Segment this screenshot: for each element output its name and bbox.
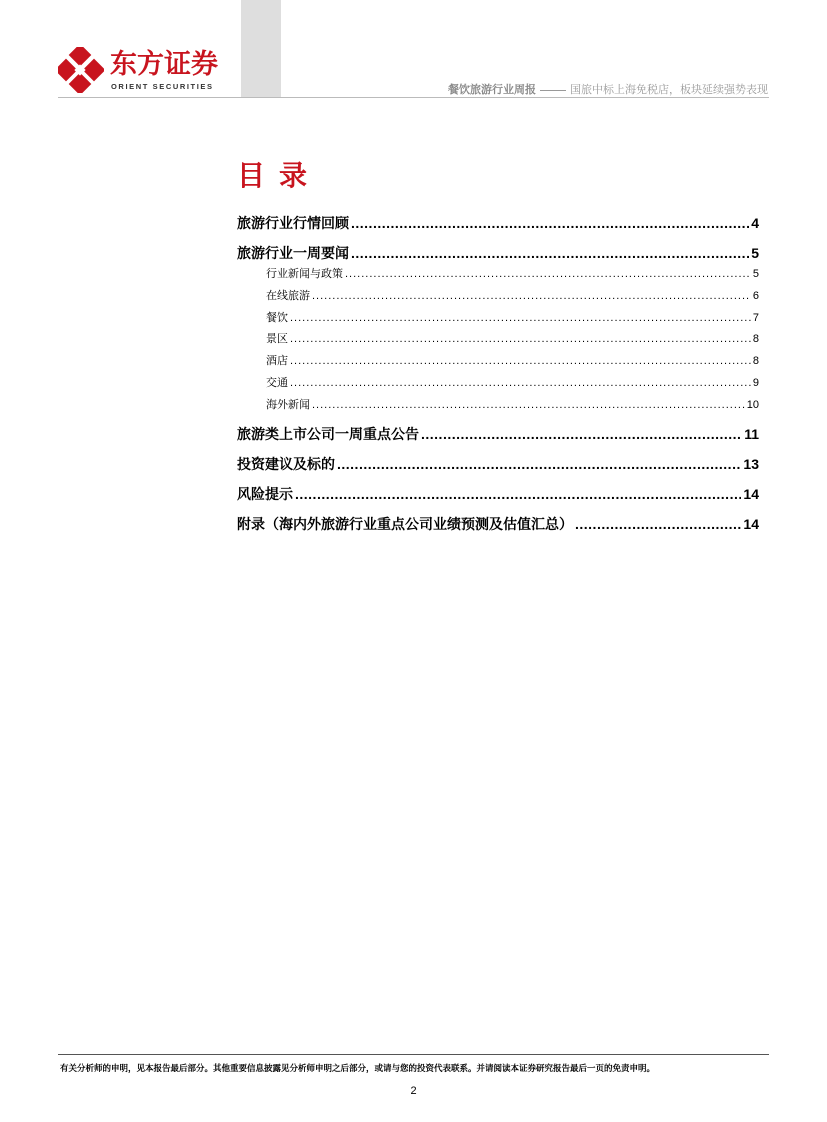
toc-subentry-page: 8 bbox=[752, 333, 759, 345]
logo-chinese-name: 东方证券 bbox=[110, 49, 218, 79]
toc-entry-page: 4 bbox=[751, 215, 759, 231]
toc-subentry-page: 5 bbox=[752, 268, 759, 280]
toc-entry-label: 附录（海内外旅游行业重点公司业绩预测及估值汇总） bbox=[237, 516, 573, 532]
toc-subentry-page: 6 bbox=[752, 290, 759, 302]
toc-entry-label: 旅游行业行情回顾 bbox=[237, 215, 349, 231]
toc-entry-page: 14 bbox=[743, 516, 759, 532]
header-dash bbox=[540, 90, 566, 91]
report-header bbox=[448, 81, 768, 97]
toc-subentry-label: 酒店 bbox=[266, 355, 288, 367]
toc-leader-dots bbox=[345, 268, 751, 280]
toc-leader-dots bbox=[312, 399, 745, 411]
header-gray-band bbox=[241, 0, 281, 97]
toc-leader-dots bbox=[290, 377, 751, 389]
toc-leader-dots bbox=[351, 215, 749, 231]
toc-subentry-label: 行业新闻与政策 bbox=[266, 268, 343, 280]
toc-entry-page: 14 bbox=[743, 486, 759, 502]
toc-subentry[interactable] bbox=[237, 374, 759, 390]
toc-subentry-label: 景区 bbox=[266, 333, 288, 345]
toc-subentry[interactable] bbox=[237, 287, 759, 303]
toc-subentry-label: 海外新闻 bbox=[266, 399, 310, 411]
toc-leader-dots bbox=[290, 312, 751, 324]
toc-entry-page: 13 bbox=[743, 456, 759, 472]
toc-leader-dots bbox=[290, 333, 751, 345]
toc-subentry-page: 8 bbox=[752, 355, 759, 367]
toc-entry[interactable] bbox=[237, 484, 759, 504]
company-logo bbox=[58, 47, 223, 97]
toc-entry[interactable] bbox=[237, 514, 759, 534]
toc-leader-dots bbox=[575, 516, 741, 532]
report-name: 餐饮旅游行业周报 bbox=[448, 84, 536, 96]
toc-subentry-label: 交通 bbox=[266, 377, 288, 389]
logo-mark-icon bbox=[58, 47, 104, 93]
toc-subentry-page: 10 bbox=[746, 399, 759, 411]
toc-entry-page: 11 bbox=[744, 426, 759, 442]
toc-entry-page: 5 bbox=[751, 245, 759, 261]
toc-subentry-page: 7 bbox=[752, 312, 759, 324]
toc-entry[interactable] bbox=[237, 213, 759, 233]
footer-disclaimer: 有关分析师的申明，见本报告最后部分。其他重要信息披露见分析师申明之后部分，或请与您的投资代表联系。并请阅读本证券研究报告最后一页的免责申明。 bbox=[60, 1063, 656, 1073]
toc-entry[interactable] bbox=[237, 424, 759, 444]
toc-leader-dots bbox=[290, 355, 751, 367]
toc-leader-dots bbox=[421, 426, 742, 442]
toc-subentry[interactable] bbox=[237, 396, 759, 412]
toc-subentry[interactable] bbox=[237, 352, 759, 368]
page-number: 2 bbox=[410, 1085, 417, 1097]
toc-entry[interactable] bbox=[237, 243, 759, 263]
toc-leader-dots bbox=[312, 290, 751, 302]
toc-subentry[interactable] bbox=[237, 265, 759, 281]
toc-subentry[interactable] bbox=[237, 309, 759, 325]
toc-entry-label: 旅游类上市公司一周重点公告 bbox=[237, 426, 419, 442]
toc-entry-label: 旅游行业一周要闻 bbox=[237, 245, 349, 261]
footer-divider bbox=[58, 1054, 769, 1055]
toc-subentry-label: 在线旅游 bbox=[266, 290, 310, 302]
logo-english-name: ORIENT SECURITIES bbox=[111, 82, 214, 91]
toc-title: 目录 bbox=[237, 160, 322, 191]
toc-leader-dots bbox=[337, 456, 741, 472]
toc-entry[interactable] bbox=[237, 454, 759, 474]
report-subtitle: 国旅中标上海免税店，板块延续强势表现 bbox=[570, 84, 768, 96]
toc-subentry-page: 9 bbox=[752, 377, 759, 389]
toc-leader-dots bbox=[351, 245, 749, 261]
toc-subentry[interactable] bbox=[237, 330, 759, 346]
header-divider bbox=[58, 97, 769, 98]
toc-leader-dots bbox=[295, 486, 741, 502]
toc-entry-label: 风险提示 bbox=[237, 486, 293, 502]
toc-entry-label: 投资建议及标的 bbox=[237, 456, 335, 472]
toc-subentry-label: 餐饮 bbox=[266, 312, 288, 324]
